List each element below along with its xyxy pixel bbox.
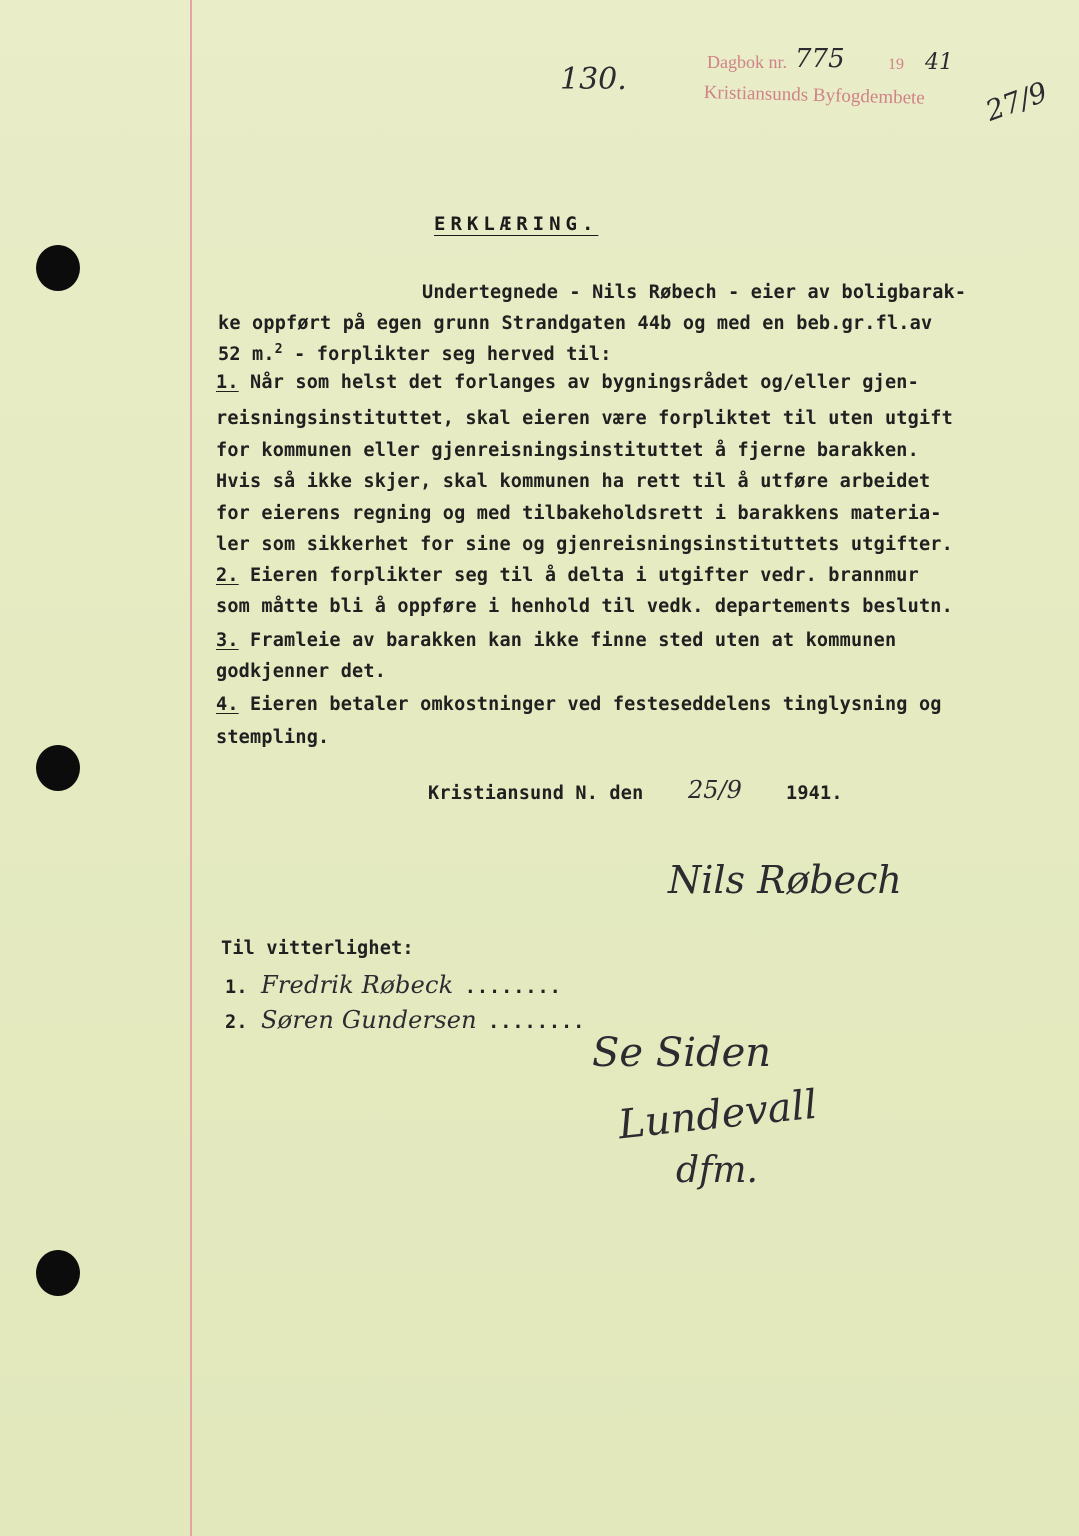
witness-label: Til vitterlighet: xyxy=(221,938,414,959)
punch-hole-middle xyxy=(36,745,80,791)
stamp-date: 27/9 xyxy=(981,75,1052,128)
item-1-line4: Hvis så ikke skjer, skal kommunen ha rett til å utføre arbeidet xyxy=(216,471,931,492)
item-4-line1 xyxy=(216,694,942,715)
stamp-dagbok-label: Dagbok nr. xyxy=(707,52,787,72)
item-3-text: Framleie av barakken kan ikke finne sted uten at kommunen xyxy=(250,630,897,651)
stamp-office: Kristiansunds Byfogdembete xyxy=(703,82,926,109)
item-1-line5: for eierens regning og med tilbakeholdsrett i barakkens materia- xyxy=(216,503,942,524)
item-2-number: 2. xyxy=(216,565,239,586)
stamp-year-prefix: 19 xyxy=(888,56,904,73)
witness-1 xyxy=(225,971,562,999)
para1-line2: ke oppført på egen grunn Strandgaten 44b og med en beb.gr.fl.av xyxy=(218,313,933,334)
para1-line3 xyxy=(218,342,612,365)
item-1-line2: reisningsinstituttet, skal eieren være forpliktet til uten utgift xyxy=(216,408,953,429)
annotation-line1: Se Siden xyxy=(592,1030,772,1076)
owner-signature: Nils Røbech xyxy=(668,858,902,902)
item-1-line1 xyxy=(216,372,919,393)
document-title: ERKLÆRING. xyxy=(434,213,599,235)
place-line: Kristiansund N. den xyxy=(428,783,644,804)
item-1-line6: ler som sikkerhet for sine og gjenreisningsinstituttets utgifter. xyxy=(216,534,953,555)
para1-line1: Undertegnede - Nils Røbech - eier av boligbarak- xyxy=(422,282,967,303)
item-1-number: 1. xyxy=(216,372,239,393)
item-2-text: Eieren forplikter seg til å delta i utgifter vedr. brannmur xyxy=(250,565,919,586)
item-4-line2: stempling. xyxy=(216,727,330,748)
item-3-line1 xyxy=(216,630,896,651)
item-3-line2: godkjenner det. xyxy=(216,661,387,682)
item-4-number: 4. xyxy=(216,694,239,715)
area-value: 52 m. xyxy=(218,344,275,366)
annotation-line2: Lundevall xyxy=(616,1081,820,1149)
margin-rule xyxy=(190,0,192,1536)
witness-2-number: 2. xyxy=(225,1012,248,1033)
item-1-line3: for kommunen eller gjenreisningsinstituttet å fjerne barakken. xyxy=(216,440,919,461)
witness-1-dots: ........ xyxy=(464,977,562,998)
witness-2 xyxy=(225,1006,585,1034)
page-number: 130. xyxy=(560,62,627,97)
punch-hole-bottom xyxy=(36,1250,80,1296)
stamp-dagbok-number: 775 xyxy=(795,44,845,74)
witness-2-dots: ........ xyxy=(488,1012,586,1033)
witness-2-signature: Søren Gundersen xyxy=(261,1006,477,1034)
item-2-line2: som måtte bli å oppføre i henhold til vedk. departements beslutn. xyxy=(216,596,953,617)
area-superscript: 2 xyxy=(274,342,283,357)
date-handwritten: 25/9 xyxy=(688,776,742,804)
item-1-text: Når som helst det forlanges av bygningsrådet og/eller gjen- xyxy=(250,372,919,393)
witness-1-signature: Fredrik Røbeck xyxy=(261,971,454,999)
item-2-line1 xyxy=(216,565,919,586)
stamp-year-suffix: 41 xyxy=(925,50,953,75)
item-3-number: 3. xyxy=(216,630,239,651)
punch-hole-top xyxy=(36,245,80,291)
para1-line3-text: - forplikter seg herved til: xyxy=(294,344,612,366)
witness-1-number: 1. xyxy=(225,977,248,998)
annotation-line3: dfm. xyxy=(676,1150,758,1191)
year: 1941. xyxy=(786,783,843,804)
item-4-text: Eieren betaler omkostninger ved festeseddelens tinglysning og xyxy=(250,694,942,715)
